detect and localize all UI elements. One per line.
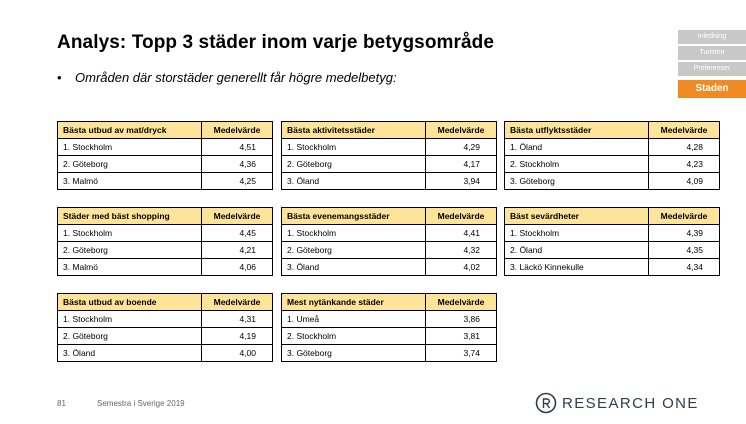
city-cell: 3. Malmö — [58, 173, 202, 190]
city-cell: 2. Göteborg — [282, 242, 426, 259]
value-cell: 4,21 — [202, 242, 273, 259]
table-evenemang — [281, 207, 497, 276]
table-row — [282, 345, 497, 362]
nav-tab-staden[interactable]: Staden — [678, 80, 746, 98]
value-cell: 4,09 — [649, 173, 720, 190]
table-row — [58, 242, 273, 259]
table-boende — [57, 293, 273, 362]
city-cell: 2. Göteborg — [282, 156, 426, 173]
table-row — [58, 139, 273, 156]
table-row — [58, 311, 273, 328]
table-row — [58, 259, 273, 276]
table-row — [282, 311, 497, 328]
table-sevardheter — [504, 207, 720, 276]
table-row — [282, 242, 497, 259]
table-row — [58, 225, 273, 242]
table-row — [505, 139, 720, 156]
value-cell: 4,35 — [649, 242, 720, 259]
logo-text: RESEARCH ONE — [562, 394, 699, 412]
table-header-category: Bästa utbud av mat/dryck — [58, 122, 202, 139]
research-one-logo — [535, 392, 699, 414]
table-header-category: Bästa utbud av boende — [58, 294, 202, 311]
value-cell: 4,36 — [202, 156, 273, 173]
table-row — [505, 156, 720, 173]
table-header-value: Medelvärde — [426, 294, 497, 311]
table-row — [505, 173, 720, 190]
nav-tab-inledning[interactable]: Inledning — [678, 30, 746, 44]
table-nytankande — [281, 293, 497, 362]
table-header-category: Mest nytänkande städer — [282, 294, 426, 311]
value-cell: 4,19 — [202, 328, 273, 345]
table-header-category: Bäst sevärdheter — [505, 208, 649, 225]
table-header-value: Medelvärde — [426, 208, 497, 225]
table-row — [58, 156, 273, 173]
table-shopping — [57, 207, 273, 276]
city-cell: 2. Stockholm — [505, 156, 649, 173]
city-cell: 1. Stockholm — [58, 311, 202, 328]
city-cell: 1. Umeå — [282, 311, 426, 328]
value-cell: 4,25 — [202, 173, 273, 190]
table-row — [282, 259, 497, 276]
value-cell: 4,00 — [202, 345, 273, 362]
value-cell: 4,29 — [426, 139, 497, 156]
table-header-value: Medelvärde — [202, 294, 273, 311]
city-cell: 2. Öland — [505, 242, 649, 259]
table-header-value: Medelvärde — [202, 122, 273, 139]
city-cell: 1. Stockholm — [505, 225, 649, 242]
table-header-value: Medelvärde — [202, 208, 273, 225]
table-utflykt — [504, 121, 720, 190]
table-row — [58, 345, 273, 362]
bullet-point — [57, 70, 397, 85]
research-one-logo-icon — [535, 392, 557, 414]
table-header-value: Medelvärde — [426, 122, 497, 139]
value-cell: 4,17 — [426, 156, 497, 173]
city-cell: 3. Öland — [282, 259, 426, 276]
city-cell: 1. Stockholm — [58, 225, 202, 242]
table-row — [282, 173, 497, 190]
city-cell: 3. Läckö Kinnekulle — [505, 259, 649, 276]
footer-text: Semestra i Sverige 2019 — [97, 399, 185, 408]
table-header-category: Städer med bäst shopping — [58, 208, 202, 225]
table-header-category: Bästa aktivitetsstäder — [282, 122, 426, 139]
city-cell: 1. Stockholm — [282, 225, 426, 242]
table-row — [282, 328, 497, 345]
value-cell: 3,74 — [426, 345, 497, 362]
city-cell: 2. Stockholm — [282, 328, 426, 345]
table-header-value: Medelvärde — [649, 208, 720, 225]
table-row — [282, 156, 497, 173]
table-row — [505, 242, 720, 259]
nav-tab-turisten[interactable]: Turisten — [678, 46, 746, 60]
city-cell: 2. Göteborg — [58, 156, 202, 173]
city-cell: 3. Öland — [282, 173, 426, 190]
page-number: 81 — [57, 399, 66, 408]
city-cell: 2. Göteborg — [58, 242, 202, 259]
value-cell: 4,28 — [649, 139, 720, 156]
value-cell: 4,32 — [426, 242, 497, 259]
table-mat-dryck — [57, 121, 273, 190]
value-cell: 4,02 — [426, 259, 497, 276]
city-cell: 1. Stockholm — [282, 139, 426, 156]
table-header-category: Bästa utflyktsstäder — [505, 122, 649, 139]
value-cell: 4,34 — [649, 259, 720, 276]
table-row — [58, 173, 273, 190]
table-row — [282, 139, 497, 156]
city-cell: 3. Öland — [58, 345, 202, 362]
table-header-value: Medelvärde — [649, 122, 720, 139]
bullet-dot-icon: • — [57, 70, 62, 85]
city-cell: 3. Göteborg — [282, 345, 426, 362]
city-cell: 1. Öland — [505, 139, 649, 156]
value-cell: 4,39 — [649, 225, 720, 242]
table-row — [58, 328, 273, 345]
table-row — [505, 259, 720, 276]
value-cell: 3,86 — [426, 311, 497, 328]
value-cell: 4,06 — [202, 259, 273, 276]
city-cell: 1. Stockholm — [58, 139, 202, 156]
value-cell: 3,81 — [426, 328, 497, 345]
value-cell: 4,31 — [202, 311, 273, 328]
city-cell: 2. Göteborg — [58, 328, 202, 345]
table-header-category: Bästa evenemangsstäder — [282, 208, 426, 225]
table-row — [505, 225, 720, 242]
value-cell: 4,51 — [202, 139, 273, 156]
city-cell: 3. Göteborg — [505, 173, 649, 190]
value-cell: 4,23 — [649, 156, 720, 173]
bullet-text: Områden där storstäder generellt får högre medelbetyg: — [75, 70, 397, 85]
table-aktivitet — [281, 121, 497, 190]
value-cell: 4,41 — [426, 225, 497, 242]
section-nav — [678, 30, 746, 100]
city-cell: 3. Malmö — [58, 259, 202, 276]
table-row — [282, 225, 497, 242]
value-cell: 4,45 — [202, 225, 273, 242]
value-cell: 3,94 — [426, 173, 497, 190]
page-title: Analys: Topp 3 städer inom varje betygsområde — [57, 32, 495, 53]
nav-tab-preferenser[interactable]: Preferenser — [678, 62, 746, 76]
